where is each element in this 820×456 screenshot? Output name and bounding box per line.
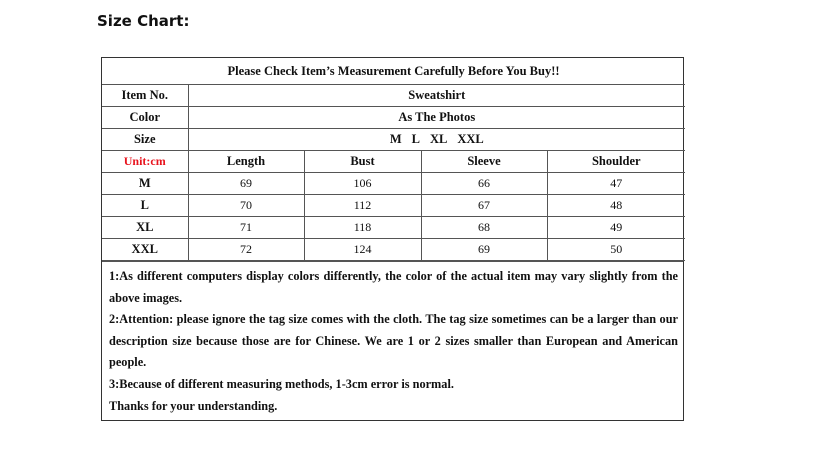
item-no-value: Sweatshirt — [188, 85, 685, 107]
bust-cell: 112 — [304, 195, 421, 217]
column-header-shoulder: Shoulder — [547, 151, 685, 173]
column-header-sleeve: Sleeve — [421, 151, 547, 173]
column-header-length: Length — [188, 151, 304, 173]
length-cell: 69 — [188, 173, 304, 195]
size-option: XL — [429, 132, 448, 146]
table-row — [102, 239, 685, 261]
note-color: 1:As different computers display colors differently, the color of the actual item may vary slightly from the above images. — [109, 269, 678, 305]
shoulder-cell: 48 — [547, 195, 685, 217]
shoulder-cell: 47 — [547, 173, 685, 195]
sleeve-cell: 66 — [421, 173, 547, 195]
length-cell: 72 — [188, 239, 304, 261]
notes-section — [102, 261, 683, 420]
sleeve-cell: 68 — [421, 217, 547, 239]
size-cell: L — [102, 195, 188, 217]
shoulder-cell: 50 — [547, 239, 685, 261]
shoulder-cell: 49 — [547, 217, 685, 239]
table-row — [102, 173, 685, 195]
banner: Please Check Item’s Measurement Carefully Before You Buy!! — [102, 58, 685, 85]
sleeve-cell: 69 — [421, 239, 547, 261]
sleeve-cell: 67 — [421, 195, 547, 217]
table-row — [102, 217, 685, 239]
size-cell: M — [102, 173, 188, 195]
bust-cell: 106 — [304, 173, 421, 195]
size-cell: XXL — [102, 239, 188, 261]
table-row — [102, 195, 685, 217]
length-cell: 71 — [188, 217, 304, 239]
size-table — [102, 58, 685, 261]
unit-header: Unit:cm — [102, 151, 188, 173]
note-thanks: Thanks for your understanding. — [109, 398, 278, 413]
item-no-label: Item No. — [102, 85, 188, 107]
color-value: As The Photos — [188, 107, 685, 129]
note-measuring: 3:Because of different measuring methods, 1-3cm error is normal. — [109, 376, 454, 391]
size-option: M — [389, 132, 402, 146]
color-label: Color — [102, 107, 188, 129]
size-option: XXL — [457, 132, 484, 146]
size-values — [188, 129, 685, 151]
column-header-bust: Bust — [304, 151, 421, 173]
length-cell: 70 — [188, 195, 304, 217]
size-chart — [101, 57, 684, 421]
page-heading: Size Chart: — [97, 12, 190, 30]
size-cell: XL — [102, 217, 188, 239]
bust-cell: 118 — [304, 217, 421, 239]
note-tag-size: 2:Attention: please ignore the tag size comes with the cloth. The tag size sometimes can be a larger than our description size because those are for Chinese. We are 1 or 2 sizes smaller than European and American people. — [109, 312, 678, 370]
bust-cell: 124 — [304, 239, 421, 261]
size-option: L — [411, 132, 420, 146]
size-label: Size — [102, 129, 188, 151]
